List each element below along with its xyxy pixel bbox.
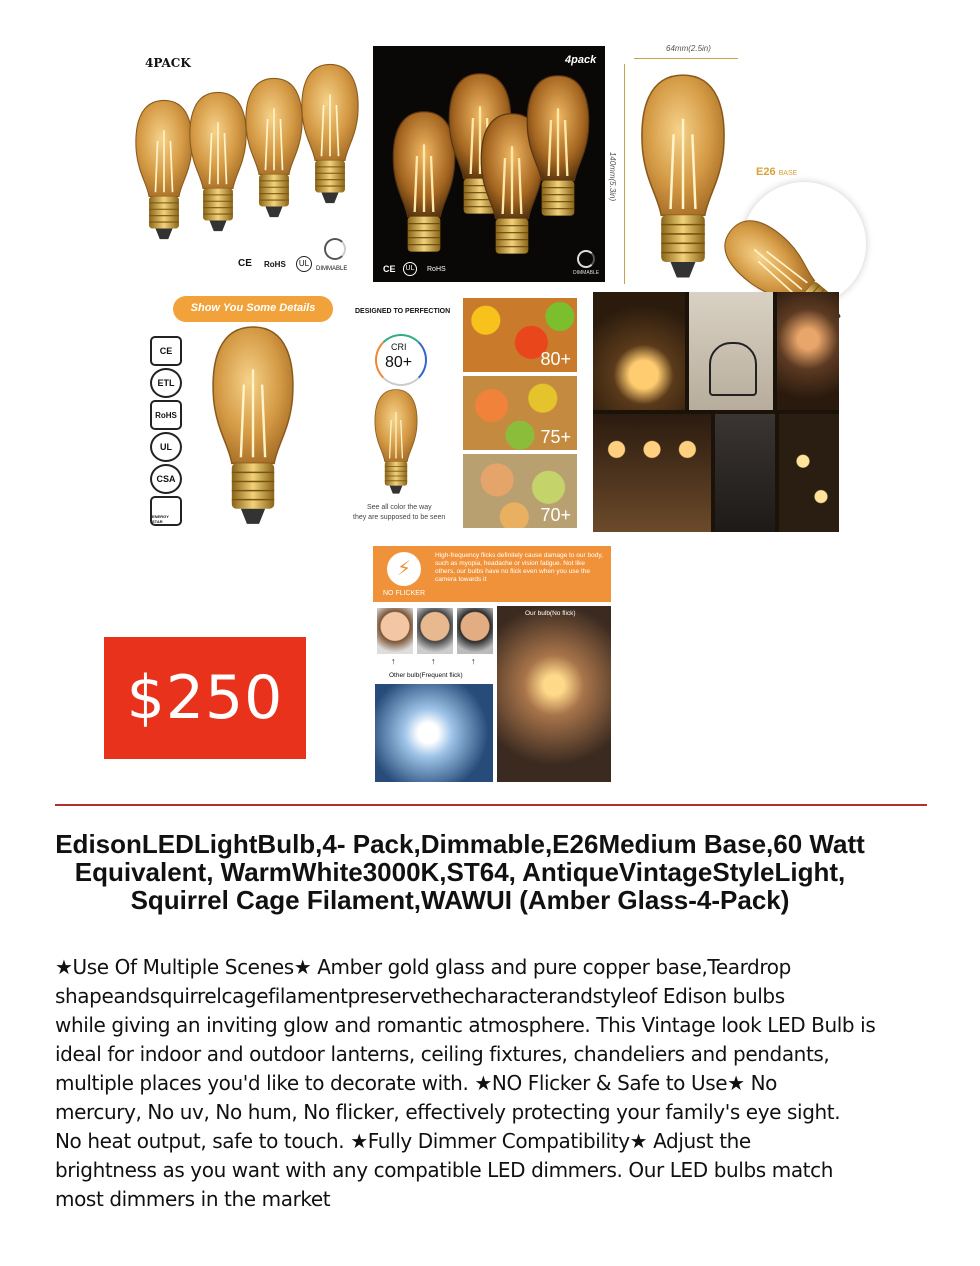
arrow-icon: ↑ bbox=[391, 656, 396, 666]
description-line: most dimmers in the market bbox=[55, 1187, 331, 1211]
divider bbox=[55, 804, 927, 806]
dimmable-label: DIMMABLE bbox=[316, 266, 348, 272]
cri-heading: DESIGNED TO PERFECTION bbox=[355, 308, 451, 315]
product-image-4pack-dark[interactable] bbox=[373, 46, 605, 282]
bulb-icon bbox=[186, 90, 250, 240]
scene-chandelier bbox=[715, 414, 775, 532]
other-bulb-label: Other bulb(Frequent flick) bbox=[389, 672, 463, 679]
dimmable-icon bbox=[577, 250, 595, 268]
scene-cage-pendant bbox=[689, 292, 773, 410]
ul-mark: UL bbox=[403, 262, 417, 276]
ul-mark: UL bbox=[296, 256, 312, 272]
cri-label: CRI bbox=[391, 342, 407, 352]
product-description bbox=[55, 953, 930, 1214]
product-image-scenes[interactable] bbox=[593, 292, 839, 532]
face-photo-tired bbox=[457, 608, 493, 654]
price-text: $250 bbox=[126, 663, 284, 733]
cri-badge bbox=[375, 334, 427, 386]
no-flicker-header bbox=[373, 546, 611, 602]
cert-etl: ETL bbox=[150, 368, 182, 398]
product-image-details[interactable] bbox=[143, 294, 343, 534]
base-suffix: BASE bbox=[778, 170, 798, 177]
product-image-4pack-white[interactable] bbox=[134, 50, 368, 282]
scene-string-lights bbox=[779, 414, 839, 532]
height-dimension: 140mm(5.3in) bbox=[608, 151, 618, 202]
cri-score-70: 70+ bbox=[540, 505, 571, 525]
fruit-photo-70 bbox=[463, 454, 577, 528]
arrow-icon: ↑ bbox=[431, 656, 436, 666]
base-type: E26 bbox=[756, 166, 776, 178]
ce-mark: CE bbox=[238, 258, 252, 269]
width-dimension: 64mm(2.5in) bbox=[666, 44, 711, 53]
fruit-photo-80 bbox=[463, 298, 577, 372]
cert-ce: CE bbox=[150, 336, 182, 366]
cert-ul: UL bbox=[150, 432, 182, 462]
product-image-dimensions[interactable] bbox=[610, 42, 850, 282]
pack-label: 4PACK bbox=[145, 56, 191, 70]
energy-star-text: ENERGY STAR bbox=[152, 514, 169, 524]
lightning-icon: ⚡ bbox=[397, 556, 412, 580]
cage-icon bbox=[709, 342, 757, 396]
our-bulb-label: Our bulb(No flick) bbox=[525, 610, 576, 617]
other-bulb-photo bbox=[375, 684, 493, 782]
cert-rohs: RoHS bbox=[150, 400, 182, 430]
scene-ceiling-lights bbox=[777, 292, 839, 410]
description-line: multiple places you'd like to decorate with. ★NO Flicker & Safe to Use★ No bbox=[55, 1071, 778, 1095]
description-line: mercury, No uv, No hum, No flicker, effectively protecting your family's eye sight. bbox=[55, 1100, 841, 1124]
rohs-mark: RoHS bbox=[264, 260, 286, 269]
product-title: EdisonLEDLightBulb,4- Pack,Dimmable,E26Medium Base,60 Watt Equivalent, WarmWhite3000K,ST64, AntiqueVintageStyleLight, Squirrel Cage Filament,WAWUI (Amber Glass-4-Pack) bbox=[55, 829, 865, 915]
description-line: ideal for indoor and outdoor lanterns, ceiling fixtures, chandeliers and pendants, bbox=[55, 1042, 830, 1066]
product-image-cri[interactable] bbox=[351, 298, 579, 530]
description-line: brightness as you want with any compatible LED dimmers. Our LED bulbs match bbox=[55, 1158, 833, 1182]
no-flicker-label: NO FLICKER bbox=[383, 590, 426, 597]
cert-csa: CSA bbox=[150, 464, 182, 494]
cri-score-80: 80+ bbox=[540, 349, 571, 369]
our-bulb-photo bbox=[497, 606, 611, 782]
description-line: No heat output, safe to touch. ★Fully Dimmer Compatibility★ Adjust the bbox=[55, 1129, 751, 1153]
scene-wall-lamp bbox=[593, 292, 685, 410]
bulb-icon bbox=[207, 324, 299, 536]
cri-caption-2: they are supposed to be seen bbox=[353, 514, 446, 521]
rohs-mark: RoHS bbox=[427, 266, 446, 273]
pack-label: 4pack bbox=[565, 54, 597, 66]
cri-score-75: 75+ bbox=[540, 427, 571, 447]
base-label bbox=[756, 166, 797, 178]
no-flicker-badge bbox=[387, 552, 421, 586]
cert-energy-star bbox=[150, 496, 182, 526]
bulb-icon bbox=[298, 62, 362, 212]
fruit-photo-75 bbox=[463, 376, 577, 450]
product-image-no-flicker[interactable] bbox=[373, 546, 611, 784]
dimmable-label: DIMMABLE bbox=[573, 270, 600, 276]
dimmable-icon bbox=[324, 238, 346, 260]
description-line: while giving an inviting glow and romantic atmosphere. This Vintage look LED Bulb is bbox=[55, 1013, 876, 1037]
base-closeup bbox=[742, 182, 866, 306]
details-banner bbox=[173, 296, 333, 322]
bulb-icon bbox=[242, 76, 306, 226]
ce-mark: CE bbox=[383, 264, 396, 274]
bulb-icon bbox=[371, 388, 421, 500]
description-line: ★Use Of Multiple Scenes★ Amber gold glass and pure copper base,Teardrop bbox=[55, 955, 791, 979]
description-line: shapeandsquirrelcagefilamentpreservethecharacterandstyleof Edison bulbs bbox=[55, 984, 785, 1008]
height-line bbox=[624, 64, 625, 284]
details-banner-text: Show You Some Details bbox=[190, 302, 316, 314]
face-photo-headache bbox=[417, 608, 453, 654]
face-photo-child bbox=[377, 608, 413, 654]
cri-caption-1: See all color the way bbox=[367, 504, 432, 511]
arrow-icon: ↑ bbox=[471, 656, 476, 666]
width-line bbox=[634, 58, 738, 59]
cri-value: 80+ bbox=[385, 354, 413, 371]
price-badge bbox=[104, 637, 306, 759]
bulb-icon bbox=[523, 70, 593, 240]
scene-bar-pendants bbox=[593, 414, 711, 532]
no-flicker-notice: High-frequency flicks definitely cause damage to our body, such as myopia, headache or vision fatigue. Not like others, our bulbs have no flick even when you use the camera towards it bbox=[435, 552, 603, 583]
